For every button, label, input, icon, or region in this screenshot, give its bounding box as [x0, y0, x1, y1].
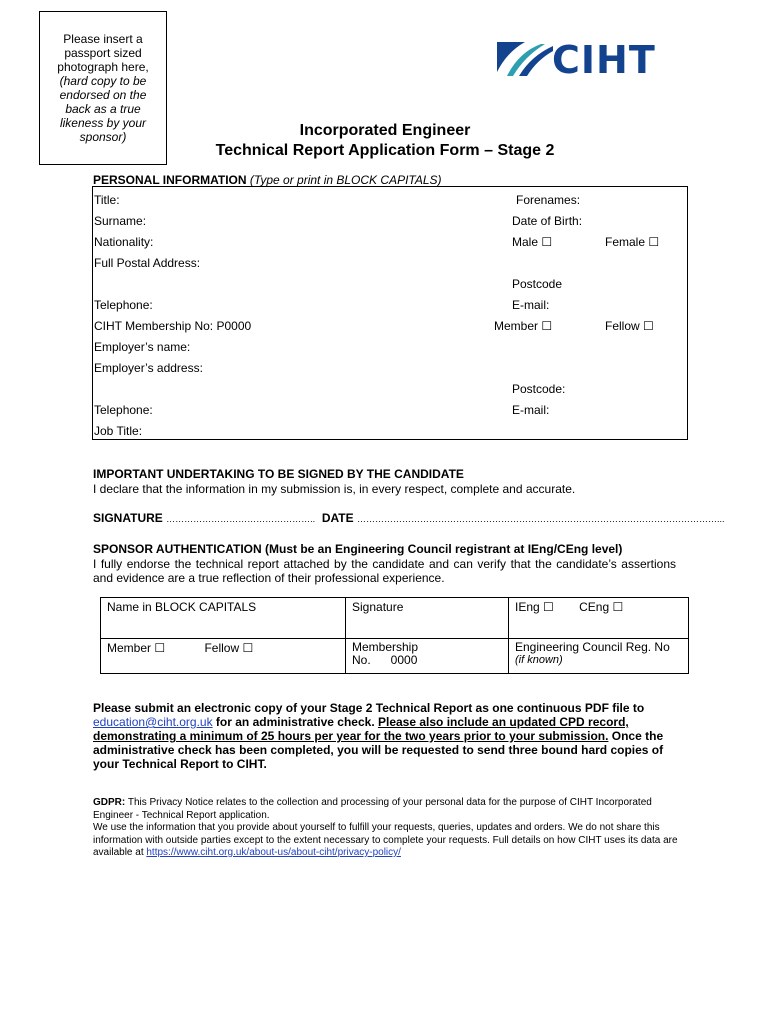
female-checkbox[interactable]: Female ☐ — [605, 235, 660, 249]
photo-instruction-line: back as a true — [65, 102, 141, 116]
sponsor-membership-cell[interactable] — [346, 639, 509, 674]
submission-cpd-requirement: Please also include an updated CPD record, demonstrating a minimum of 25 hours per year for the two years prior to your submission. — [93, 715, 629, 743]
ceng-checkbox[interactable]: CEng ☐ — [579, 600, 624, 614]
male-checkbox[interactable]: Male ☐ — [512, 235, 553, 249]
sponsor-signature-label: Signature — [352, 600, 404, 614]
pi-row-title — [93, 190, 687, 210]
sponsor-text: I fully endorse the technical report attached by the candidate and can verify that the candidate’s assertions and evidence are a true reflection of their professional experience. — [93, 557, 676, 585]
gdpr-notice — [93, 797, 683, 860]
submission-text-part1: Please submit an electronic copy of your Stage 2 Technical Report as one continuous PDF file to — [93, 701, 645, 715]
job-title-field[interactable]: Job Title: — [94, 424, 143, 438]
employer-postcode-field[interactable]: Postcode: — [512, 382, 566, 396]
ciht-logo-mark — [497, 42, 557, 80]
date-label: DATE — [321, 511, 354, 525]
pi-row-nationality — [93, 232, 687, 252]
photo-instruction-line: likeness by your — [59, 116, 147, 130]
sponsor-table — [100, 597, 689, 674]
pi-row-telephone — [93, 295, 687, 315]
photo-instruction-line: (hard copy to be — [59, 74, 147, 88]
gdpr-line2: We use the information that you provide about yourself to fulfill your requests, queries, updates and orders. We do not share this information with outside parties except to the extent necessary to complete your requests. Full details on how CIHT uses its data are available at — [93, 822, 678, 858]
submission-text-part2: for an administrative check. — [212, 715, 378, 729]
ciht-logo — [497, 38, 677, 82]
pi-row-employer-name — [93, 337, 687, 357]
education-email-link[interactable]: education@ciht.org.uk — [93, 715, 213, 729]
sponsor-ec-reg-cell[interactable] — [509, 639, 689, 674]
signature-date-line — [93, 511, 724, 525]
undertaking-heading: IMPORTANT UNDERTAKING TO BE SIGNED BY THE CANDIDATE — [93, 467, 464, 481]
postal-address-field[interactable]: Full Postal Address: — [94, 256, 201, 270]
form-title-line1: Incorporated Engineer — [299, 122, 471, 139]
ieng-checkbox[interactable]: IEng ☐ — [515, 600, 554, 614]
sponsor-heading: SPONSOR AUTHENTICATION (Must be an Engineering Council registrant at IEng/CEng level) — [93, 542, 623, 556]
photo-placeholder-box — [39, 11, 167, 165]
photo-instruction-line: endorsed on the — [59, 88, 147, 102]
gdpr-line1: This Privacy Notice relates to the collection and processing of your personal data for the purpose of CIHT Incorporated Engineer - Technical Report application. — [93, 797, 652, 821]
personal-info-table — [92, 186, 688, 440]
sponsor-membership-number: No. 0000 — [352, 653, 418, 667]
photo-instruction-line: passport sized — [64, 46, 142, 60]
date-of-birth-field[interactable]: Date of Birth: — [512, 214, 583, 228]
pi-row-job-title — [93, 421, 687, 441]
photo-instruction-line: Please insert a — [63, 32, 143, 46]
personal-info-heading-text: PERSONAL INFORMATION — [93, 173, 247, 187]
sponsor-membership-grade-cell — [101, 639, 346, 674]
employer-name-field[interactable]: Employer’s name: — [94, 340, 191, 354]
gdpr-label: GDPR: — [93, 797, 126, 808]
nationality-field[interactable]: Nationality: — [94, 235, 154, 249]
pi-row-employer-telephone — [93, 400, 687, 420]
pi-row-employer-postcode — [93, 379, 687, 399]
signature-label: SIGNATURE — [93, 511, 163, 525]
forenames-field[interactable]: Forenames: — [516, 193, 581, 207]
undertaking-text: I declare that the information in my submission is, in every respect, complete and accurate. — [93, 482, 576, 496]
sponsor-name-label: Name in BLOCK CAPITALS — [107, 600, 257, 614]
sponsor-membership-label: Membership — [352, 640, 419, 654]
fellow-checkbox[interactable]: Fellow ☐ — [605, 319, 654, 333]
telephone-field[interactable]: Telephone: — [94, 298, 153, 312]
title-field[interactable]: Title: — [94, 193, 120, 207]
employer-email-field[interactable]: E-mail: — [512, 403, 550, 417]
pi-row-address — [93, 253, 687, 273]
pi-row-postcode — [93, 274, 687, 294]
pi-row-membership — [93, 316, 687, 336]
sponsor-grade-cell — [509, 598, 689, 639]
sponsor-ec-reg-label: Engineering Council Reg. No — [515, 640, 670, 654]
photo-instruction-line: sponsor) — [79, 130, 127, 144]
membership-number-field[interactable]: CIHT Membership No: P0000 — [94, 319, 252, 333]
member-checkbox[interactable]: Member ☐ — [494, 319, 553, 333]
date-field[interactable]: …………………………………………………………………………………………………………... — [356, 514, 725, 524]
employer-telephone-field[interactable]: Telephone: — [94, 403, 153, 417]
surname-field[interactable]: Surname: — [94, 214, 147, 228]
email-field[interactable]: E-mail: — [512, 298, 550, 312]
submission-instructions — [93, 701, 683, 771]
signature-field[interactable]: ………………………………………….. — [166, 514, 316, 524]
photo-instruction-line: photograph here, — [57, 60, 149, 74]
form-title-line2: Technical Report Application Form – Stage 2 — [215, 142, 555, 159]
sponsor-member-checkbox[interactable]: Member ☐ — [107, 641, 166, 655]
pi-row-surname — [93, 211, 687, 231]
personal-info-heading — [93, 173, 442, 187]
privacy-policy-link[interactable]: https://www.ciht.org.uk/about-us/about-ciht/privacy-policy/ — [146, 847, 401, 858]
employer-address-field[interactable]: Employer’s address: — [94, 361, 203, 375]
sponsor-fellow-checkbox[interactable]: Fellow ☐ — [204, 641, 254, 655]
pi-row-employer-address — [93, 358, 687, 378]
postcode-field[interactable]: Postcode — [512, 277, 563, 291]
submission-text-part3: Once the administrative check has been completed, you will be requested to send three bound hard copies of your Technical Report to CIHT. — [93, 729, 664, 771]
personal-info-heading-note: (Type or print in BLOCK CAPITALS) — [249, 173, 442, 187]
ciht-logo-wordmark: CIHT — [552, 38, 656, 82]
sponsor-ec-reg-note: (if known) — [515, 654, 563, 666]
sponsor-signature-cell[interactable] — [346, 598, 509, 639]
sponsor-name-cell[interactable] — [101, 598, 346, 639]
